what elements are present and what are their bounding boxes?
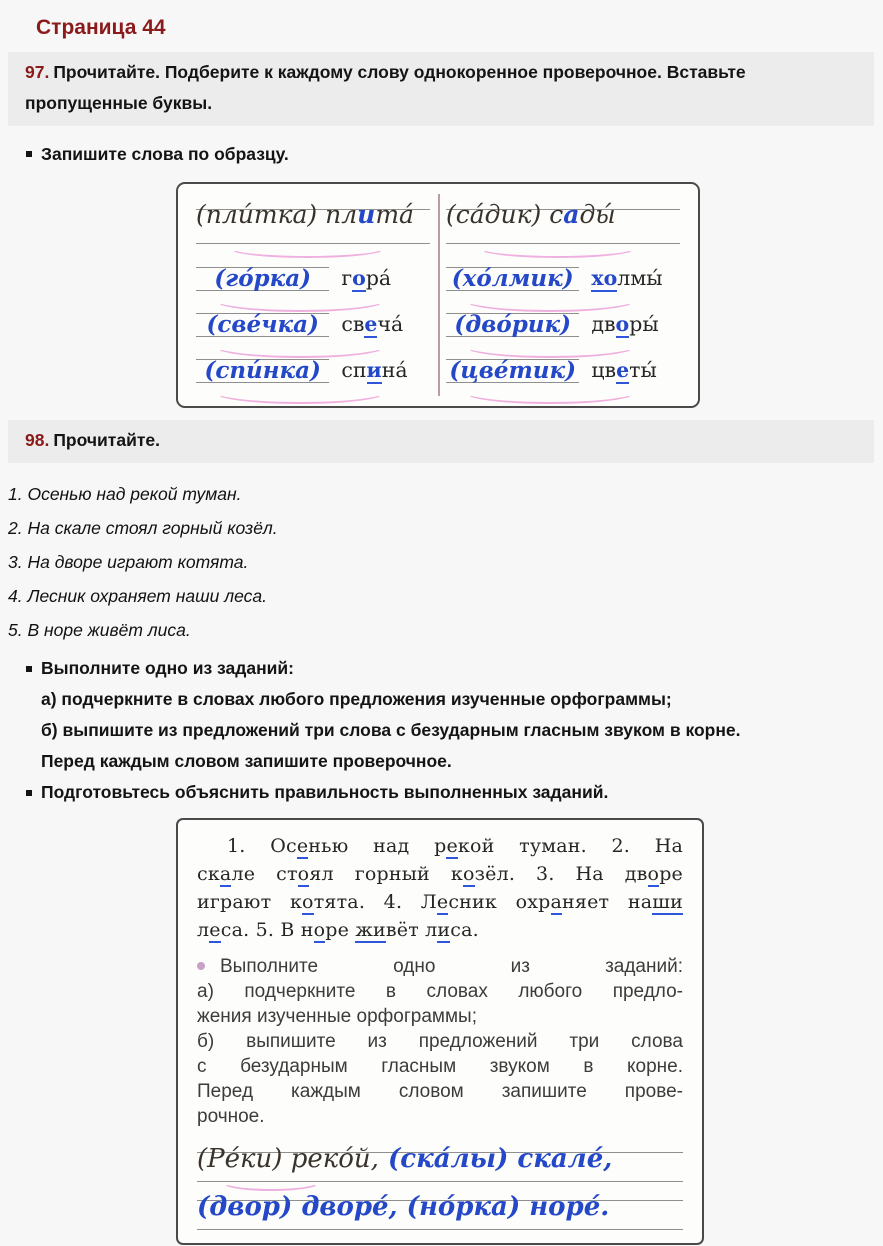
answer-task-line	[197, 1054, 683, 1079]
text-part: ре	[659, 863, 683, 885]
exercise-97-number: 97.	[25, 62, 50, 82]
handwriting-line	[446, 259, 579, 298]
sentence-item: 3. На дворе играют котята.	[8, 552, 249, 572]
underlined-letter: е	[436, 891, 449, 913]
square-bullet-icon	[26, 666, 32, 672]
underlined-letter: о	[302, 891, 314, 913]
workbook-row	[188, 196, 688, 254]
word-part: сп	[341, 358, 367, 382]
task-text: с безударным гласным звуком в корне.	[197, 1056, 683, 1077]
ex98-sentences	[8, 483, 883, 641]
workbook-cell	[438, 196, 688, 254]
task-second	[0, 777, 883, 808]
word-part: ты́	[629, 358, 657, 382]
text-part: тята. 4. Л	[313, 891, 437, 913]
workbook-cell	[188, 348, 438, 392]
text-part: ск	[197, 863, 220, 885]
word-part: цв	[591, 358, 617, 382]
printed-word	[591, 358, 656, 382]
marked-letter: е	[364, 312, 378, 336]
answer-task-lines	[197, 954, 683, 1129]
answer-task-line	[197, 1029, 683, 1054]
text-part: няет на	[562, 891, 653, 913]
word-part: ча́	[377, 312, 404, 336]
workbook-row	[188, 348, 688, 392]
handwritten-word: ды́	[579, 200, 616, 229]
task-text: рочное.	[197, 1106, 265, 1127]
exercise-98-header	[8, 420, 874, 463]
exercise-98-number: 98.	[25, 430, 50, 450]
handwritten-word: и	[357, 200, 376, 229]
workbook-cell	[438, 302, 688, 346]
printed-word	[341, 312, 403, 336]
text-part: са. 5. В н	[220, 919, 314, 941]
printed-word	[591, 266, 662, 290]
sentence-item: 5. В норе живёт лиса.	[8, 620, 191, 640]
word-part: г	[341, 266, 353, 290]
workbook-cell	[438, 256, 688, 300]
handwritten-answer: (Ре́ки) реко́й,	[197, 1144, 379, 1174]
printed-word	[591, 312, 658, 336]
answer-task-line	[197, 1104, 683, 1129]
handwriting-line	[446, 351, 579, 390]
printed-word	[341, 266, 391, 290]
underlined-letter: о	[297, 863, 310, 885]
text-part: л	[197, 919, 210, 941]
task-sub-b: б) выпишите из предложений три слова с безударным гласным звуком в корне.	[41, 720, 741, 740]
workbook-row	[188, 256, 688, 300]
answer-task-line	[197, 1079, 683, 1104]
text-part: вёт л	[385, 919, 438, 941]
handwritten-word: (све́чка)	[206, 310, 319, 338]
handwriting-line	[196, 351, 329, 390]
task-text: б) выпишите из предложений три слова	[197, 1031, 683, 1052]
underlined-letter: а	[219, 863, 232, 885]
handwriting-answer-line	[197, 1141, 683, 1189]
text-part: 1. Ос	[227, 835, 297, 857]
task-main	[0, 653, 883, 684]
underlined-letter: а	[550, 891, 563, 913]
handwritten-word: (го́рка)	[214, 264, 311, 292]
underlined-letter: е	[296, 835, 309, 857]
ex98-answer-box	[176, 818, 704, 1245]
marked-letter: о	[615, 312, 630, 336]
handwritten-word: (пли́тка) пл	[196, 200, 358, 229]
answer-task-line	[197, 1004, 683, 1029]
underlined-letter: о	[313, 919, 326, 941]
ex97-workbook-box	[176, 182, 700, 408]
exercise-97-title: Прочитайте. Подберите к каждому слову однокоренное проверочное. Вставьте пропущенные буквы.	[25, 62, 746, 113]
underlined-letter: е	[446, 835, 458, 857]
underlined-letter: о	[462, 863, 475, 885]
handwriting-line	[196, 259, 329, 298]
handwritten-word: (хо́лмик)	[451, 264, 574, 292]
square-bullet-icon	[26, 151, 32, 157]
text-part: нью над р	[308, 835, 447, 857]
task-main-text: Выполните одно из заданий:	[41, 658, 294, 678]
marked-letter: х	[591, 266, 604, 290]
handwriting-line	[196, 305, 329, 344]
marked-letter: е	[616, 358, 630, 382]
pink-bullet-icon	[197, 962, 205, 970]
workbook-cell	[188, 196, 438, 254]
underlined-letter: о	[647, 863, 660, 885]
word-part: ра́	[365, 266, 392, 290]
instruction-text: Запишите слова по образцу.	[41, 144, 289, 164]
word-part: ры́	[629, 312, 659, 336]
ex97-instruction	[0, 142, 883, 166]
handwritten-word: а	[563, 200, 580, 229]
word-part: на́	[381, 358, 408, 382]
task-text: Перед каждым словом запишите прове-	[197, 1081, 683, 1102]
word-part: лмы́	[617, 266, 663, 290]
task-text: жения изученные орфограммы;	[197, 1006, 477, 1027]
workbook-cell	[438, 348, 688, 392]
workbook-rows	[188, 196, 688, 392]
answer-task-line	[197, 954, 683, 979]
exercise-98-title: Прочитайте.	[53, 430, 160, 450]
text-part: са.	[450, 919, 479, 941]
square-bullet-icon	[26, 790, 32, 796]
text-part: сник охр	[448, 891, 551, 913]
handwritten-answer: (ска́лы) скале́,	[378, 1144, 613, 1174]
marked-letter: и	[366, 358, 382, 382]
workbook-cell	[188, 302, 438, 346]
text-part: кой туман. 2. На	[457, 835, 684, 857]
handwritten-word: (спи́нка)	[204, 356, 321, 384]
answer-handwriting	[197, 1141, 683, 1237]
text-part: ле ст	[231, 863, 298, 885]
answer-text-line	[197, 888, 683, 916]
underlined-letter: ши	[652, 891, 683, 913]
task-sub-a: а) подчеркните в словах любого предложения изученные орфограммы;	[41, 689, 672, 709]
handwritten-answer: (двор) дворе́, (но́рка) норе́.	[197, 1192, 610, 1222]
underlined-letter: и	[437, 919, 451, 941]
handwriting-answer-line	[197, 1189, 683, 1237]
marked-letter: о	[603, 266, 618, 290]
handwritten-word: (са́дик) с	[446, 200, 564, 229]
ex98-tasks	[0, 653, 883, 808]
exercise-97-header	[8, 52, 874, 126]
sentence-item: 4. Лесник охраняет наши леса.	[8, 586, 267, 606]
sentence-item: 2. На скале стоял горный козёл.	[8, 518, 278, 538]
task-text: Выполните одно из заданий:	[220, 956, 683, 977]
page-title: Страница 44	[36, 16, 166, 39]
underlined-letter: е	[209, 919, 221, 941]
sentence-item: 1. Осенью над рекой туман.	[8, 484, 242, 504]
underlined-letter: жи	[355, 919, 386, 941]
handwriting-line	[446, 196, 680, 254]
handwritten-word: (дво́рик)	[454, 310, 571, 338]
answer-text-line	[197, 916, 683, 944]
workbook-row	[188, 302, 688, 346]
word-part: дв	[591, 312, 616, 336]
answer-text-line	[197, 832, 683, 860]
answer-paragraph	[197, 832, 683, 944]
handwriting-line	[446, 305, 579, 344]
handwritten-word: (цве́тик)	[449, 356, 576, 384]
text-part: ял горный к	[309, 863, 463, 885]
text-part: играют к	[197, 891, 303, 913]
task-text: а) подчеркните в словах любого предло-	[197, 981, 683, 1002]
handwriting-line	[196, 196, 430, 254]
workbook-cell	[188, 256, 438, 300]
task-sub-b-cont: Перед каждым словом запишите проверочное.	[41, 751, 452, 771]
word-part: св	[341, 312, 365, 336]
marked-letter: о	[352, 266, 366, 290]
printed-word	[341, 358, 407, 382]
answer-task-line	[197, 979, 683, 1004]
task-second-text: Подготовьтесь объяснить правильность выполненных заданий.	[41, 782, 609, 802]
handwritten-word: та́	[375, 200, 414, 229]
answer-text-line	[197, 860, 683, 888]
text-part: ре	[325, 919, 356, 941]
text-part: зёл. 3. На дв	[474, 863, 648, 885]
